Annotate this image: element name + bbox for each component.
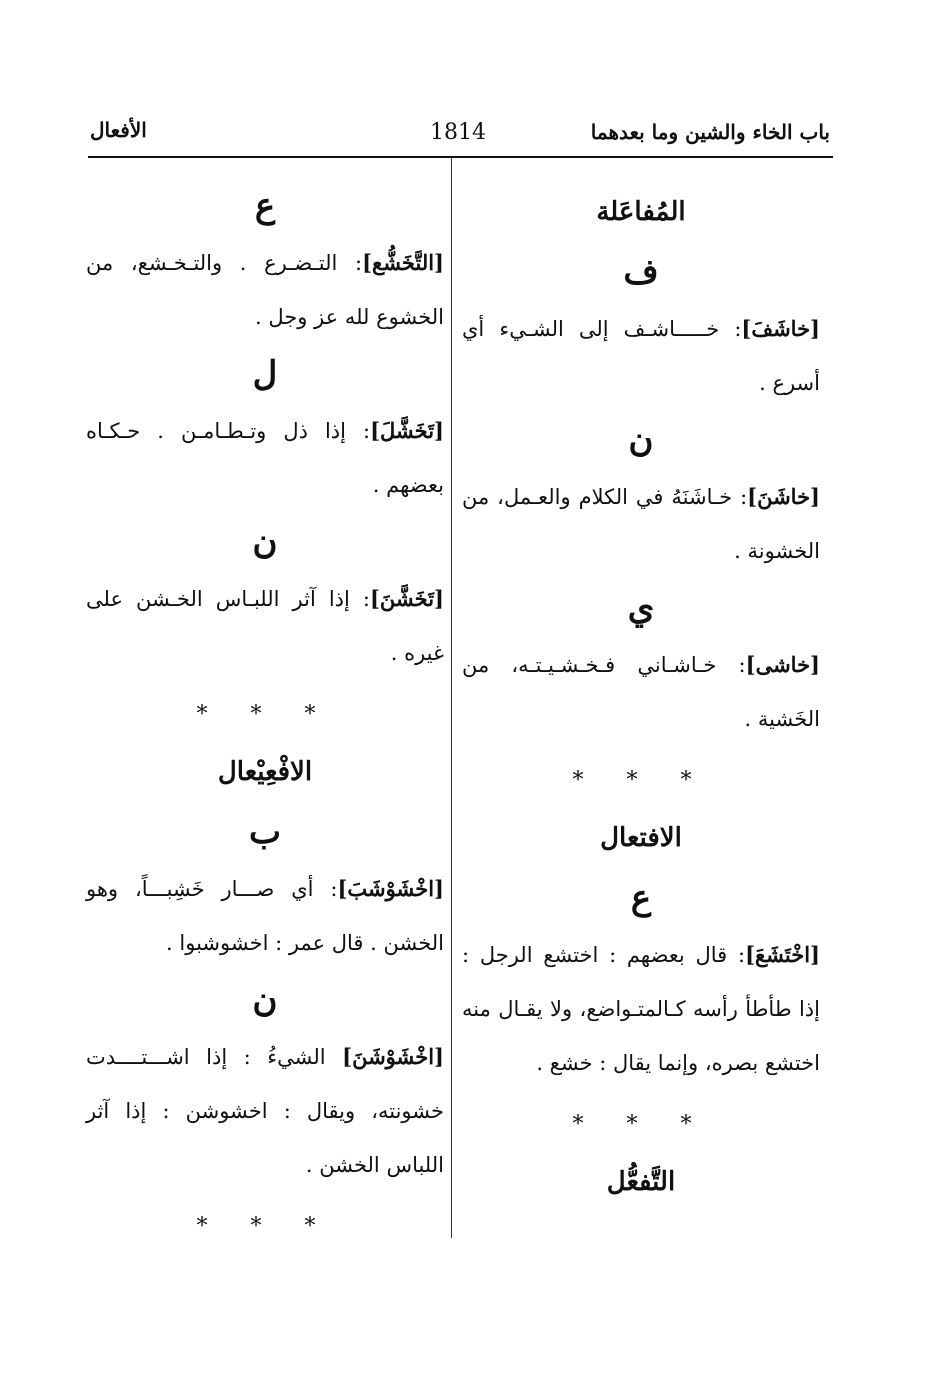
letter-heading: ب [248,812,281,852]
dictionary-entry [86,404,444,512]
dictionary-entry [462,470,820,578]
entry-headword: [اخْشَوْشَنَ] [342,1044,444,1069]
entry-definition: الشيءُ : إذا اشـــتــــدت خشونته، ويقال : اخشوشن : إذا آثر اللباس الخشن . [86,1045,444,1177]
section-heading: الافتعال [600,823,682,853]
page-header [90,118,830,152]
letter-heading: ي [627,588,655,628]
entry-definition: : خـاشَنَهُ في الكلام والعـمل، من الخشونة . [462,485,820,563]
entry-headword: [التَّخَشُّع] [362,250,444,275]
dictionary-entry [86,572,444,680]
letter-heading: ل [252,354,278,394]
entry-definition: : خـاشـاني فـخـشـيـتـه، من الخَشية . [462,653,820,731]
entry-definition: : قال بعضهم : اختشع الرجل : إذا طأطأ رأسه كـالمتـواضع، ولا يقـال منه اختشع بصره، وإنما يقال : خشع . [462,943,820,1075]
entry-headword: [تَخَشَّنَ] [370,586,444,611]
entry-headword: [خاشى] [745,652,820,677]
dictionary-entry [462,928,820,1090]
entry-headword: [تَخَشَّلَ] [370,418,444,443]
column-divider [451,158,452,1238]
entry-definition: : إذا ذل وتـطـامـن . حـكـاه بعضهم . [86,419,444,497]
section-heading: الافْعِيْعال [217,757,313,787]
entry-headword: [اخْتَشَعَ] [745,942,820,967]
left-column [86,180,444,1262]
entry-headword: [اخْشَوْشَبَ] [337,876,444,901]
dictionary-entry [462,638,820,746]
entry-definition: : إذا آثر اللبـاس الخـشن على غيره . [86,587,444,665]
section-separator: * * * [572,768,710,793]
section-separator: * * * [572,1112,710,1137]
entry-headword: [خاشَفَ] [741,316,820,341]
chapter-title: باب الخاء والشين وما بعدهما [590,120,830,144]
section-heading: التَّفعُّل [606,1167,676,1197]
dictionary-entry [86,862,444,970]
section-title: الأفعال [90,118,147,142]
letter-heading: ف [623,252,659,292]
entry-definition: : أي صـــار خَشِبـــاً، وهو الخشن . قال عمر : اخشوشبوا . [86,877,444,955]
section-heading: المُفاعَلة [596,197,686,227]
section-separator: * * * [196,702,334,727]
entry-definition: : خـــــاشـف إلى الشـيء أي أسرع . [462,317,820,395]
letter-heading: ن [252,522,278,562]
page-number: 1814 [430,120,486,145]
dictionary-entry [86,1030,444,1192]
right-column [462,180,820,1218]
letter-heading: ع [254,186,276,226]
dictionary-entry [462,302,820,410]
header-rule [88,156,833,158]
entry-definition: : التـضـرع . والتـخـشع، من الخشوع لله عز وجل . [86,251,444,329]
dictionary-entry [86,236,444,344]
letter-heading: ع [630,878,652,918]
letter-heading: ن [252,980,278,1020]
section-separator: * * * [196,1214,334,1239]
entry-headword: [خاشَنَ] [747,484,820,509]
letter-heading: ن [628,420,654,460]
